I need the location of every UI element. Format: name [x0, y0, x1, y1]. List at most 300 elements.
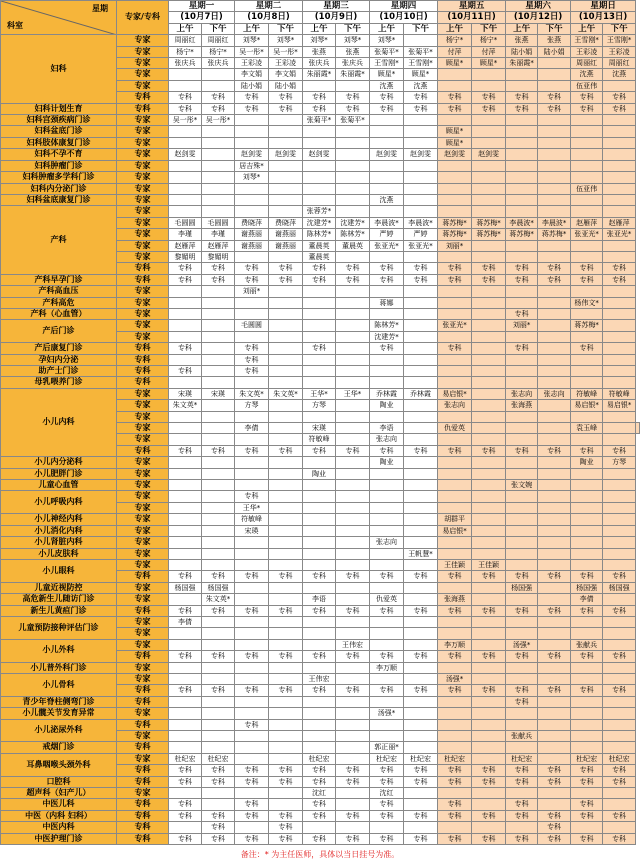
schedule-cell — [538, 502, 571, 513]
schedule-cell: 吴一彤* — [269, 46, 303, 57]
schedule-cell — [303, 297, 336, 308]
schedule-cell: 王佳颖 — [438, 559, 472, 570]
schedule-cell — [404, 172, 438, 183]
schedule-cell — [603, 662, 636, 673]
table-row — [1, 696, 640, 707]
schedule-cell: 专科 — [438, 263, 472, 274]
schedule-cell — [538, 457, 571, 468]
schedule-cell — [603, 822, 636, 833]
schedule-cell: 专科 — [506, 799, 538, 810]
schedule-cell — [336, 251, 370, 262]
schedule-cell — [438, 742, 472, 753]
schedule-cell — [404, 137, 438, 148]
schedule-cell — [269, 696, 303, 707]
schedule-cell: 沈建芳* — [303, 217, 336, 228]
day-date: (10月8日) — [235, 12, 303, 23]
department-name: 妇科宫颈疾病门诊 — [1, 115, 117, 126]
table-row — [1, 468, 640, 479]
schedule-cell — [571, 537, 603, 548]
schedule-cell: 专科 — [303, 799, 336, 810]
schedule-cell — [506, 457, 538, 468]
schedule-cell — [370, 582, 404, 593]
schedule-cell — [169, 320, 202, 331]
schedule-cell — [169, 423, 202, 434]
department-name: 产科 — [1, 206, 117, 274]
schedule-cell: 张燕 — [506, 35, 538, 46]
schedule-cell — [538, 80, 571, 91]
schedule-cell: 专科 — [472, 92, 506, 103]
schedule-cell — [438, 286, 472, 297]
schedule-cell: 专科 — [506, 343, 538, 354]
schedule-cell: 李晨波* — [538, 217, 571, 228]
schedule-cell — [603, 502, 636, 513]
schedule-cell — [370, 377, 404, 388]
schedule-cell: 专科 — [269, 92, 303, 103]
department-name: 小儿内分泌科 — [1, 457, 117, 468]
day-date: (10月9日) — [303, 12, 370, 23]
schedule-cell — [571, 822, 603, 833]
table-row — [1, 206, 640, 217]
clinic-type: 专家 — [117, 206, 169, 217]
schedule-cell — [336, 525, 370, 536]
schedule-cell — [506, 514, 538, 525]
schedule-cell: 刘琴* — [269, 35, 303, 46]
schedule-cell — [235, 639, 269, 650]
schedule-cell — [336, 582, 370, 593]
afternoon-header: 下午 — [336, 23, 370, 34]
schedule-cell: 专科 — [438, 765, 472, 776]
schedule-cell: 专科 — [235, 92, 269, 103]
schedule-cell: 专科 — [370, 776, 404, 787]
schedule-cell — [603, 480, 636, 491]
schedule-cell — [538, 434, 571, 445]
clinic-type: 专科 — [117, 377, 169, 388]
schedule-cell — [404, 639, 438, 650]
schedule-cell: 张亚光* — [438, 320, 472, 331]
schedule-cell: 杨宁* — [169, 46, 202, 57]
schedule-cell — [336, 183, 370, 194]
schedule-cell — [538, 639, 571, 650]
schedule-cell — [603, 160, 636, 171]
schedule-cell: 专科 — [472, 571, 506, 582]
schedule-cell: 赵雁萍 — [169, 240, 202, 251]
schedule-cell — [506, 297, 538, 308]
schedule-cell: 专科 — [303, 685, 336, 696]
schedule-cell — [169, 491, 202, 502]
department-name: 小儿髋关节发育异常 — [1, 708, 117, 719]
schedule-cell — [603, 194, 636, 205]
schedule-cell — [303, 160, 336, 171]
clinic-type: 专家 — [117, 240, 169, 251]
table-row — [1, 480, 640, 491]
schedule-cell — [235, 788, 269, 799]
schedule-cell — [472, 388, 506, 399]
schedule-cell — [336, 297, 370, 308]
schedule-cell: 蒋苏梅* — [571, 320, 603, 331]
schedule-cell — [303, 822, 336, 833]
clinic-type: 专家 — [117, 115, 169, 126]
schedule-cell — [303, 628, 336, 639]
schedule-cell — [235, 537, 269, 548]
schedule-cell — [472, 172, 506, 183]
schedule-cell — [538, 126, 571, 137]
schedule-cell: 刘琴* — [235, 172, 269, 183]
clinic-type: 专家 — [117, 491, 169, 502]
schedule-cell — [404, 525, 438, 536]
schedule-cell — [404, 423, 438, 434]
schedule-cell: 杨国强 — [169, 582, 202, 593]
schedule-cell — [404, 662, 438, 673]
schedule-cell — [438, 708, 472, 719]
clinic-type: 专家 — [117, 388, 169, 399]
schedule-cell — [269, 662, 303, 673]
schedule-cell: 专科 — [336, 833, 370, 844]
schedule-cell — [202, 366, 235, 377]
schedule-cell — [404, 354, 438, 365]
schedule-cell — [169, 308, 202, 319]
schedule-cell: 易启银* — [603, 400, 636, 411]
schedule-cell — [603, 80, 636, 91]
schedule-cell — [538, 696, 571, 707]
schedule-cell: 李瑾 — [169, 229, 202, 240]
schedule-cell: 伍亚伟 — [571, 80, 603, 91]
schedule-cell — [370, 696, 404, 707]
schedule-cell: 专科 — [538, 92, 571, 103]
schedule-cell — [336, 137, 370, 148]
schedule-cell — [571, 742, 603, 753]
schedule-cell: 李晨波* — [404, 217, 438, 228]
schedule-cell — [169, 673, 202, 684]
schedule-cell — [235, 742, 269, 753]
schedule-cell — [269, 423, 303, 434]
schedule-cell — [603, 377, 636, 388]
afternoon-header: 下午 — [404, 23, 438, 34]
schedule-cell — [438, 434, 472, 445]
schedule-cell — [269, 308, 303, 319]
schedule-cell: 专科 — [169, 605, 202, 616]
schedule-cell: 汤强* — [438, 673, 472, 684]
schedule-cell — [370, 480, 404, 491]
schedule-cell — [269, 628, 303, 639]
schedule-cell — [169, 468, 202, 479]
schedule-cell: 严婷 — [370, 229, 404, 240]
schedule-cell — [404, 480, 438, 491]
schedule-cell: 杜纪宏 — [571, 753, 603, 764]
department-name: 青少年脊柱侧弯门诊 — [1, 696, 117, 707]
schedule-cell — [336, 400, 370, 411]
schedule-cell — [336, 548, 370, 559]
schedule-cell: 专科 — [438, 810, 472, 821]
schedule-cell: 杜纪宏 — [404, 753, 438, 764]
schedule-cell: 专科 — [603, 651, 636, 662]
schedule-cell: 赵剑雯 — [169, 149, 202, 160]
schedule-cell — [269, 400, 303, 411]
schedule-cell — [169, 480, 202, 491]
schedule-cell — [603, 320, 636, 331]
schedule-cell — [202, 673, 235, 684]
schedule-cell — [538, 183, 571, 194]
schedule-cell — [303, 537, 336, 548]
schedule-cell — [269, 559, 303, 570]
schedule-cell: 专科 — [506, 605, 538, 616]
department-name: 产科高危 — [1, 297, 117, 308]
schedule-cell — [404, 616, 438, 627]
schedule-cell — [506, 468, 538, 479]
schedule-cell: 专科 — [438, 776, 472, 787]
schedule-cell — [303, 480, 336, 491]
schedule-cell — [336, 194, 370, 205]
schedule-cell — [269, 343, 303, 354]
corner-dept-label: 科室 — [7, 20, 23, 30]
clinic-type: 专家 — [117, 480, 169, 491]
schedule-cell — [202, 69, 235, 80]
schedule-cell: 张文婉 — [506, 480, 538, 491]
table-row — [1, 172, 640, 183]
schedule-cell — [506, 491, 538, 502]
schedule-cell — [603, 788, 636, 799]
table-row — [1, 616, 640, 627]
schedule-cell — [269, 457, 303, 468]
schedule-cell — [370, 411, 404, 422]
schedule-cell: 专科 — [169, 274, 202, 285]
schedule-cell — [235, 411, 269, 422]
schedule-cell: 沈红 — [370, 788, 404, 799]
schedule-cell — [303, 411, 336, 422]
schedule-cell — [438, 502, 472, 513]
schedule-cell: 李倩 — [571, 594, 603, 605]
schedule-cell: 专科 — [269, 776, 303, 787]
clinic-type: 专科 — [117, 354, 169, 365]
clinic-type: 专家 — [117, 126, 169, 137]
afternoon-header: 下午 — [472, 23, 506, 34]
department-name: 妇科内分泌门诊 — [1, 183, 117, 194]
schedule-cell — [404, 366, 438, 377]
schedule-cell — [472, 822, 506, 833]
schedule-cell: 专科 — [404, 765, 438, 776]
schedule-cell — [404, 194, 438, 205]
schedule-cell — [472, 354, 506, 365]
schedule-cell: 毛圆圆 — [169, 217, 202, 228]
schedule-cell: 王彩凌 — [571, 46, 603, 57]
schedule-cell — [202, 799, 235, 810]
clinic-type: 专家 — [117, 673, 169, 684]
schedule-cell — [235, 126, 269, 137]
schedule-cell: 专科 — [538, 833, 571, 844]
table-row — [1, 594, 640, 605]
schedule-cell — [603, 594, 636, 605]
schedule-cell: 专科 — [506, 308, 538, 319]
schedule-cell: 袁玉峰 — [571, 423, 603, 434]
schedule-cell — [269, 172, 303, 183]
schedule-cell — [404, 400, 438, 411]
schedule-cell — [472, 457, 506, 468]
schedule-cell — [169, 594, 202, 605]
schedule-cell — [303, 183, 336, 194]
schedule-cell — [169, 708, 202, 719]
schedule-cell: 专科 — [303, 833, 336, 844]
schedule-cell: 专科 — [336, 571, 370, 582]
schedule-cell: 专科 — [404, 103, 438, 114]
schedule-cell — [571, 548, 603, 559]
table-row — [1, 753, 640, 764]
schedule-cell — [370, 719, 404, 730]
schedule-cell — [336, 366, 370, 377]
schedule-cell — [438, 480, 472, 491]
schedule-cell: 专科 — [538, 776, 571, 787]
schedule-cell — [336, 308, 370, 319]
schedule-cell: 张亚光* — [571, 229, 603, 240]
schedule-cell — [438, 662, 472, 673]
schedule-cell: 李晨波* — [506, 217, 538, 228]
schedule-cell: 张海燕 — [438, 594, 472, 605]
table-row — [1, 639, 640, 650]
schedule-cell — [235, 297, 269, 308]
clinic-type: 专科 — [117, 274, 169, 285]
schedule-cell: 李晨波* — [370, 217, 404, 228]
schedule-cell — [336, 491, 370, 502]
schedule-cell: 专科 — [571, 92, 603, 103]
schedule-cell — [202, 206, 235, 217]
schedule-cell — [269, 514, 303, 525]
schedule-cell: 李万顺 — [370, 662, 404, 673]
schedule-cell: 专科 — [506, 651, 538, 662]
clinic-type: 专家 — [117, 434, 169, 445]
schedule-cell — [472, 616, 506, 627]
schedule-cell — [571, 525, 603, 536]
schedule-cell — [472, 160, 506, 171]
schedule-cell: 专科 — [370, 651, 404, 662]
department-name: 小儿外科 — [1, 639, 117, 662]
schedule-cell: 李倩 — [169, 616, 202, 627]
schedule-cell — [269, 525, 303, 536]
clinic-type: 专家 — [117, 537, 169, 548]
schedule-cell — [438, 194, 472, 205]
schedule-cell: 专科 — [269, 605, 303, 616]
schedule-cell — [636, 423, 640, 434]
schedule-cell — [202, 616, 235, 627]
schedule-cell: 杨宁* — [202, 46, 235, 57]
schedule-cell — [506, 206, 538, 217]
schedule-cell — [169, 696, 202, 707]
schedule-cell — [472, 742, 506, 753]
schedule-cell: 专科 — [169, 776, 202, 787]
schedule-cell: 黎媚明 — [202, 251, 235, 262]
schedule-cell: 专科 — [571, 571, 603, 582]
schedule-cell: 专科 — [235, 799, 269, 810]
department-name: 小儿皮肤科 — [1, 548, 117, 559]
schedule-cell: 专科 — [506, 810, 538, 821]
schedule-cell: 专科 — [404, 810, 438, 821]
schedule-cell: 周丽红 — [169, 35, 202, 46]
clinic-type: 专家 — [117, 559, 169, 570]
schedule-cell — [303, 286, 336, 297]
schedule-cell — [538, 491, 571, 502]
schedule-cell — [169, 126, 202, 137]
schedule-cell: 朱丽霞* — [506, 58, 538, 69]
schedule-cell — [269, 115, 303, 126]
schedule-cell — [269, 788, 303, 799]
department-name: 妇科不孕不育 — [1, 149, 117, 160]
schedule-cell — [336, 731, 370, 742]
schedule-cell — [472, 708, 506, 719]
schedule-cell — [538, 628, 571, 639]
schedule-cell: 谢燕丽 — [235, 240, 269, 251]
schedule-cell — [538, 788, 571, 799]
schedule-cell — [169, 457, 202, 468]
schedule-cell — [506, 411, 538, 422]
schedule-cell — [404, 708, 438, 719]
schedule-cell — [169, 822, 202, 833]
schedule-cell: 陶业 — [370, 457, 404, 468]
schedule-cell: 朱丽霞* — [303, 69, 336, 80]
schedule-cell: 专科 — [404, 776, 438, 787]
schedule-cell: 李语 — [303, 594, 336, 605]
schedule-cell — [235, 331, 269, 342]
schedule-cell — [472, 434, 506, 445]
schedule-cell — [202, 377, 235, 388]
schedule-cell: 专科 — [538, 822, 571, 833]
schedule-cell — [603, 251, 636, 262]
schedule-cell — [269, 251, 303, 262]
schedule-cell — [538, 525, 571, 536]
clinic-type: 专家 — [117, 58, 169, 69]
clinic-type: 专家 — [117, 160, 169, 171]
schedule-cell — [370, 126, 404, 137]
schedule-cell — [603, 411, 636, 422]
schedule-cell: 专科 — [603, 833, 636, 844]
schedule-cell — [235, 137, 269, 148]
schedule-cell: 专科 — [506, 776, 538, 787]
schedule-cell — [202, 137, 235, 148]
schedule-cell — [303, 137, 336, 148]
schedule-cell: 专科 — [303, 776, 336, 787]
schedule-cell — [438, 457, 472, 468]
schedule-cell: 专科 — [336, 103, 370, 114]
schedule-cell: 专科 — [235, 354, 269, 365]
schedule-cell — [506, 126, 538, 137]
schedule-cell: 杜纪宏 — [303, 753, 336, 764]
schedule-cell: 杨国强 — [506, 582, 538, 593]
schedule-cell: 伍亚伟 — [571, 183, 603, 194]
schedule-cell — [603, 354, 636, 365]
schedule-cell — [506, 423, 538, 434]
schedule-cell — [438, 297, 472, 308]
schedule-cell: 李文娟 — [235, 69, 269, 80]
schedule-cell — [538, 514, 571, 525]
clinic-type: 专科 — [117, 605, 169, 616]
department-name: 儿童近视防控 — [1, 582, 117, 593]
schedule-cell — [538, 354, 571, 365]
schedule-cell — [269, 673, 303, 684]
clinic-type: 专科 — [117, 822, 169, 833]
schedule-cell: 专科 — [370, 810, 404, 821]
schedule-cell — [336, 719, 370, 730]
schedule-cell — [404, 673, 438, 684]
schedule-cell — [571, 468, 603, 479]
schedule-cell: 专科 — [235, 651, 269, 662]
schedule-cell — [472, 719, 506, 730]
schedule-cell — [202, 194, 235, 205]
schedule-cell: 专科 — [571, 765, 603, 776]
schedule-cell — [571, 731, 603, 742]
afternoon-header: 下午 — [538, 23, 571, 34]
schedule-cell — [538, 286, 571, 297]
schedule-cell: 专科 — [571, 343, 603, 354]
schedule-cell: 专科 — [235, 765, 269, 776]
clinic-type: 专科 — [117, 719, 169, 730]
schedule-cell — [571, 172, 603, 183]
schedule-cell — [506, 331, 538, 342]
